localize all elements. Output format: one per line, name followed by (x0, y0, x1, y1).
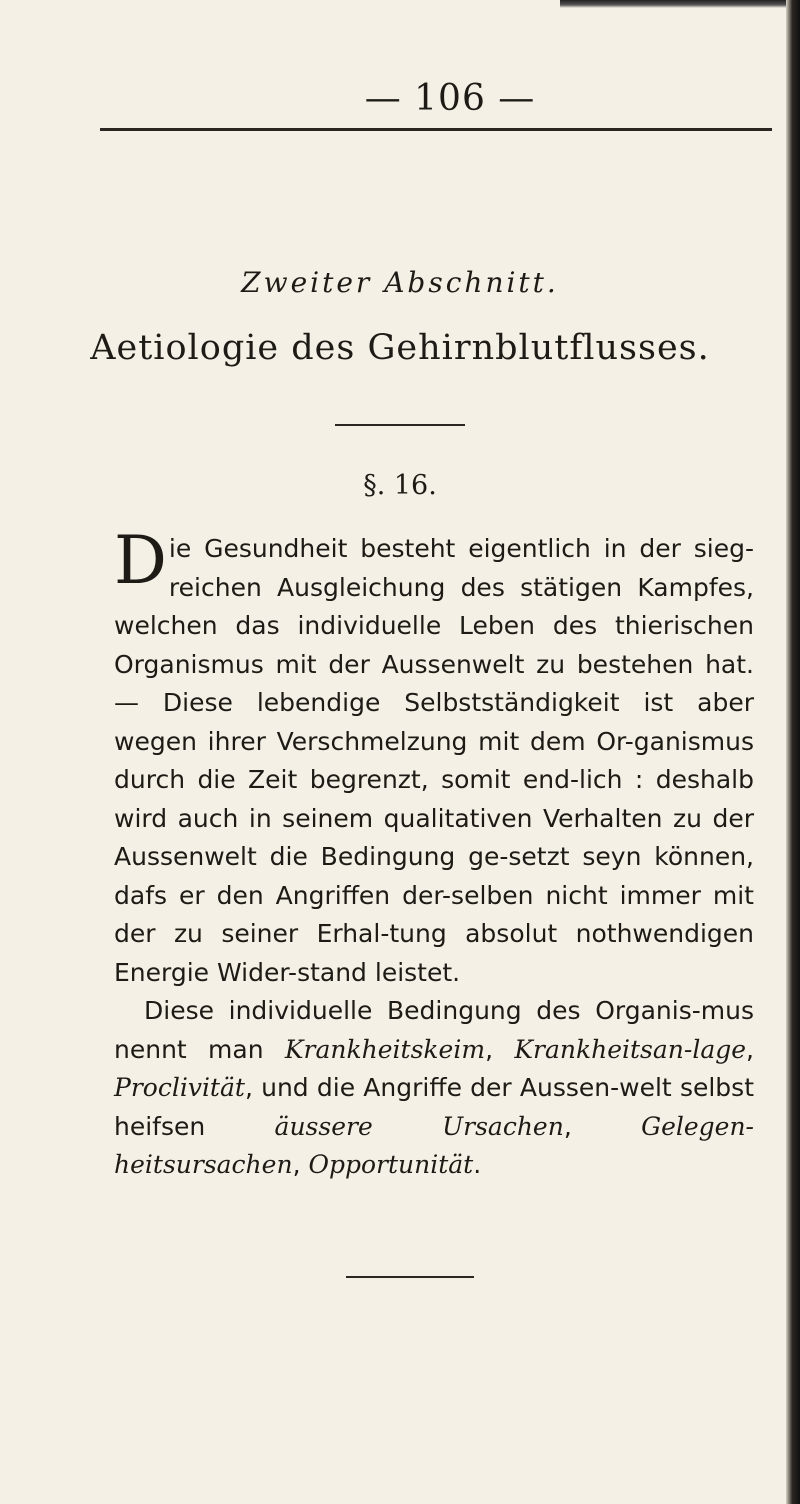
term-krankheitskeim: Krankheitskeim (284, 1034, 486, 1064)
separator: , (746, 1034, 754, 1064)
page-edge-top (560, 0, 800, 8)
body-text (114, 522, 754, 1185)
paragraph-2-text: , und die Angriffe der Aussen-welt selbst heifsen (114, 1073, 754, 1141)
separator: . (473, 1150, 482, 1179)
section-label: Zweiter Abschnitt. (241, 266, 559, 299)
paragraph-1-text: ie Gesundheit besteht eigentlich in der sieg-reichen Ausgleichung des stätigen Kampfes, welchen das individuelle Leben des thierischen Organismus mit der Aussenwelt zu bestehen hat. — Diese lebendige Selbstständigkeit ist aber wegen ihrer Verschmelzung mit dem Or-ganismus durch die Zeit begrenzt, somit end-lich : deshalb wird auch in seinem qualitativen Verhalten zu der Aussenwelt die Bedingung ge-setzt seyn können, dafs er den Angriffen der-selben nicht immer mit der zu seiner Erhal-tung absolut nothwendigen Energie Wider-stand leistet. (114, 534, 754, 987)
header-rule (100, 128, 772, 131)
chapter-title: Aetiologie des Gehirnblutflusses. (90, 328, 710, 368)
paragraph-2-text: Diese individuelle Bedingung des Organis-mus nennt man (114, 996, 754, 1064)
separator: , (485, 1034, 515, 1064)
paragraph-2 (114, 992, 754, 1185)
term-gelegenheitsursachen: Gelegen-heitsursachen (114, 1111, 754, 1179)
term-proclivitaet: Proclivität (114, 1073, 245, 1102)
end-rule (346, 1276, 474, 1278)
page-edge-right (786, 0, 800, 1504)
paragraph-1 (114, 522, 754, 992)
page-number-header: — 106 — (364, 78, 536, 119)
separator: , (292, 1150, 309, 1179)
title-rule (335, 424, 465, 426)
term-opportunitaet: Opportunität (308, 1150, 474, 1179)
term-aeussere-ursachen: äussere Ursachen (274, 1111, 564, 1141)
term-krankheitsanlage: Krankheitsan-lage (514, 1034, 747, 1064)
drop-cap: D (114, 522, 167, 599)
paragraph-mark: §. 16. (363, 470, 437, 501)
separator: , (563, 1111, 642, 1141)
